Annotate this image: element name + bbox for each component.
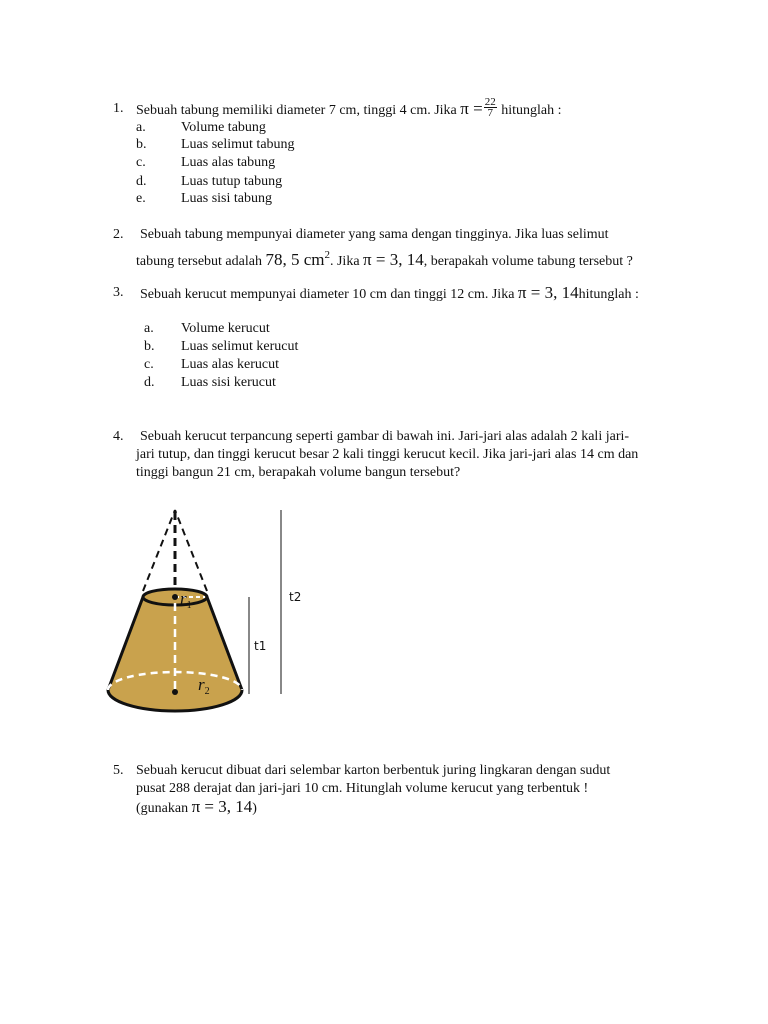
q2-pi-math: π = 3, 14 <box>363 250 424 269</box>
r2-label <box>198 676 210 701</box>
q2-area-math: 78, 5 cm <box>265 250 325 269</box>
q3-text-after: hitunglah : <box>578 287 639 302</box>
t1-label: t1 <box>254 639 267 653</box>
q1-fraction-numerator: 22 <box>484 96 496 109</box>
q1-item-letter: d. <box>136 174 147 189</box>
q1-item-letter: a. <box>136 120 146 135</box>
q5-line1: Sebuah kerucut dibuat dari selembar karton berbentuk juring lingkaran dengan sudut <box>136 763 611 778</box>
q4-line1: Sebuah kerucut terpancung seperti gambar di bawah ini. Jari-jari alas adalah 2 kali jari- <box>140 429 630 444</box>
q3-item-letter: d. <box>144 375 155 390</box>
q2-line2-b: . Jika <box>329 254 364 269</box>
q2-number: 2. <box>113 227 124 242</box>
q3-item-text: Luas alas kerucut <box>181 357 279 372</box>
q2-line2-c: , berapakah volume tabung tersebut ? <box>423 254 633 269</box>
top-center-dot <box>172 594 178 600</box>
q5-line3 <box>136 798 257 818</box>
q3-item-text: Luas selimut kerucut <box>181 339 299 354</box>
q1-item-letter: c. <box>136 155 146 170</box>
q2-line1: Sebuah tabung mempunyai diameter yang sama dengan tingginya. Jika luas selimut <box>140 227 609 242</box>
r2-label-letter: r <box>198 675 205 694</box>
q1-item-text: Volume tabung <box>181 120 266 135</box>
q5-line3-b: ) <box>252 801 257 816</box>
q1-item-text: Luas alas tabung <box>181 155 276 170</box>
q2-line2-a: tabung tersebut adalah <box>136 254 266 269</box>
q3-item-letter: a. <box>144 321 154 336</box>
q3-item-letter: c. <box>144 357 154 372</box>
q3-text-before: Sebuah kerucut mempunyai diameter 10 cm dan tinggi 12 cm. Jika <box>140 287 518 302</box>
q1-fraction-denominator: 7 <box>487 107 493 120</box>
q1-text-before: Sebuah tabung memiliki diameter 7 cm, tinggi 4 cm. Jika <box>136 103 461 118</box>
r1-label-subscript: 1 <box>186 600 192 611</box>
r1-label <box>180 590 192 615</box>
q1-item-text: Luas selimut tabung <box>181 137 295 152</box>
q1-item-letter: b. <box>136 137 147 152</box>
q4-number: 4. <box>113 429 124 444</box>
q1-pi-symbol: π = <box>460 99 483 118</box>
base-center-dot <box>172 689 178 695</box>
q5-line3-a: (gunakan <box>136 801 192 816</box>
q4-line2: jari tutup, dan tinggi kerucut besar 2 kali tinggi kerucut kecil. Jika jari-jari alas 14 cm dan <box>136 447 639 462</box>
q4-line3: tinggi bangun 21 cm, berapakah volume bangun tersebut? <box>136 465 461 480</box>
cone-dashed-edge-right <box>175 510 207 591</box>
q1-text-after: hitunglah : <box>497 103 562 118</box>
q3-item-text: Luas sisi kerucut <box>181 375 276 390</box>
t2-label: t2 <box>289 590 302 604</box>
r1-label-letter: r <box>180 589 187 608</box>
r2-label-subscript: 2 <box>204 686 210 697</box>
q1-number: 1. <box>113 101 124 116</box>
q1-item-letter: e. <box>136 191 146 206</box>
q5-pi-math: π = 3, 14 <box>191 797 253 816</box>
q3-item-text: Volume kerucut <box>181 321 270 336</box>
q1-item-text: Luas tutup tabung <box>181 174 283 189</box>
cone-dashed-edge-left <box>143 510 175 591</box>
q2-area-superscript: 2 <box>324 249 330 261</box>
q5-line2: pusat 288 derajat dan jari-jari 10 cm. Hitunglah volume kerucut yang terbentuk ! <box>136 781 589 796</box>
q1-item-text: Luas sisi tabung <box>181 191 272 206</box>
q5-number: 5. <box>113 763 124 778</box>
q3-item-letter: b. <box>144 339 155 354</box>
q3-pi-math: π = 3, 14 <box>517 283 579 302</box>
q3-number: 3. <box>113 285 124 300</box>
